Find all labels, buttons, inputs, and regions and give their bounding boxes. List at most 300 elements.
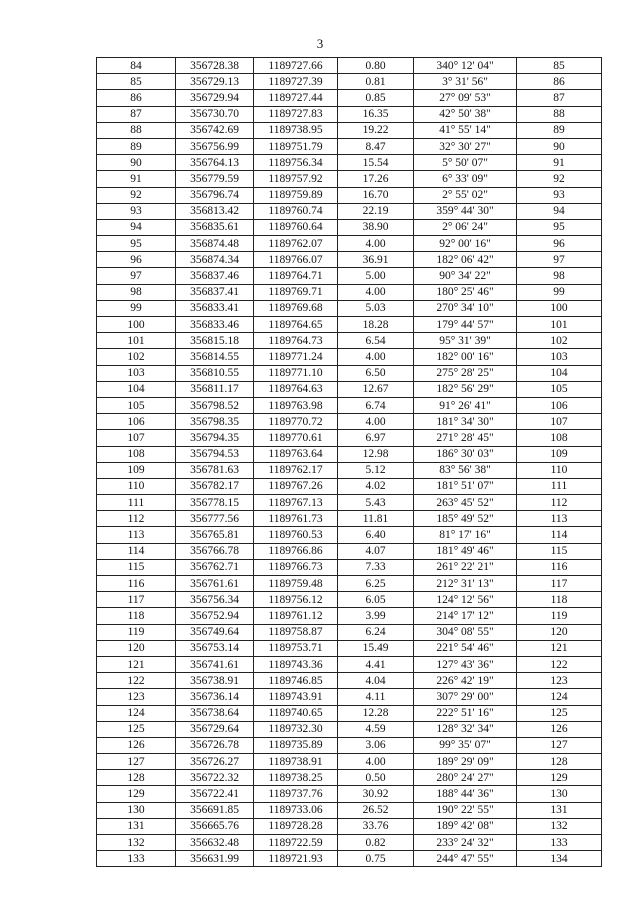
y-coordinate-cell: 1189738.25 (254, 770, 338, 786)
point-number-cell: 130 (97, 802, 176, 818)
y-coordinate-cell: 1189760.74 (254, 203, 338, 219)
direction-angle-cell: 233° 24' 32" (414, 835, 517, 851)
y-coordinate-cell: 1189756.34 (254, 155, 338, 171)
segment-length-cell: 0.81 (338, 74, 414, 90)
next-point-cell: 98 (517, 268, 602, 284)
direction-angle-cell: 271° 28' 45" (414, 430, 517, 446)
point-number-cell: 125 (97, 721, 176, 737)
x-coordinate-cell: 356753.14 (176, 640, 254, 656)
point-number-cell: 109 (97, 462, 176, 478)
direction-angle-cell: 81° 17' 16" (414, 527, 517, 543)
x-coordinate-cell: 356782.17 (176, 478, 254, 494)
point-number-cell: 103 (97, 365, 176, 381)
x-coordinate-cell: 356738.91 (176, 673, 254, 689)
next-point-cell: 92 (517, 171, 602, 187)
segment-length-cell: 11.81 (338, 511, 414, 527)
next-point-cell: 108 (517, 430, 602, 446)
y-coordinate-cell: 1189727.44 (254, 90, 338, 106)
x-coordinate-cell: 356762.71 (176, 559, 254, 575)
table-row (97, 414, 602, 430)
x-coordinate-cell: 356833.46 (176, 317, 254, 333)
point-number-cell: 131 (97, 818, 176, 834)
x-coordinate-cell: 356722.41 (176, 786, 254, 802)
segment-length-cell: 16.35 (338, 106, 414, 122)
y-coordinate-cell: 1189759.89 (254, 187, 338, 203)
next-point-cell: 88 (517, 106, 602, 122)
x-coordinate-cell: 356874.48 (176, 236, 254, 252)
segment-length-cell: 8.47 (338, 138, 414, 154)
x-coordinate-cell: 356726.27 (176, 754, 254, 770)
next-point-cell: 102 (517, 333, 602, 349)
next-point-cell: 103 (517, 349, 602, 365)
table-row (97, 770, 602, 786)
y-coordinate-cell: 1189771.10 (254, 365, 338, 381)
next-point-cell: 99 (517, 284, 602, 300)
table-row (97, 576, 602, 592)
segment-length-cell: 6.74 (338, 397, 414, 413)
point-number-cell: 115 (97, 559, 176, 575)
next-point-cell: 130 (517, 786, 602, 802)
direction-angle-cell: 2° 55' 02" (414, 187, 517, 203)
table-row (97, 592, 602, 608)
x-coordinate-cell: 356730.70 (176, 106, 254, 122)
point-number-cell: 119 (97, 624, 176, 640)
point-number-cell: 104 (97, 381, 176, 397)
y-coordinate-cell: 1189764.71 (254, 268, 338, 284)
x-coordinate-cell: 356833.41 (176, 300, 254, 316)
table-row (97, 106, 602, 122)
segment-length-cell: 12.98 (338, 446, 414, 462)
y-coordinate-cell: 1189767.26 (254, 478, 338, 494)
segment-length-cell: 5.03 (338, 300, 414, 316)
segment-length-cell: 19.22 (338, 122, 414, 138)
y-coordinate-cell: 1189764.63 (254, 381, 338, 397)
direction-angle-cell: 91° 26' 41" (414, 397, 517, 413)
y-coordinate-cell: 1189760.64 (254, 219, 338, 235)
point-number-cell: 116 (97, 576, 176, 592)
next-point-cell: 87 (517, 90, 602, 106)
next-point-cell: 110 (517, 462, 602, 478)
direction-angle-cell: 182° 00' 16" (414, 349, 517, 365)
next-point-cell: 91 (517, 155, 602, 171)
x-coordinate-cell: 356811.17 (176, 381, 254, 397)
direction-angle-cell: 182° 56' 29" (414, 381, 517, 397)
x-coordinate-cell: 356813.42 (176, 203, 254, 219)
direction-angle-cell: 359° 44' 30" (414, 203, 517, 219)
next-point-cell: 115 (517, 543, 602, 559)
next-point-cell: 128 (517, 754, 602, 770)
y-coordinate-cell: 1189721.93 (254, 851, 338, 867)
next-point-cell: 95 (517, 219, 602, 235)
next-point-cell: 85 (517, 58, 602, 74)
segment-length-cell: 16.70 (338, 187, 414, 203)
point-number-cell: 97 (97, 268, 176, 284)
x-coordinate-cell: 356749.64 (176, 624, 254, 640)
direction-angle-cell: 42° 50' 38" (414, 106, 517, 122)
next-point-cell: 132 (517, 818, 602, 834)
table-row (97, 656, 602, 672)
next-point-cell: 121 (517, 640, 602, 656)
point-number-cell: 117 (97, 592, 176, 608)
point-number-cell: 105 (97, 397, 176, 413)
table-row (97, 333, 602, 349)
y-coordinate-cell: 1189756.12 (254, 592, 338, 608)
direction-angle-cell: 221° 54' 46" (414, 640, 517, 656)
point-number-cell: 107 (97, 430, 176, 446)
x-coordinate-cell: 356742.69 (176, 122, 254, 138)
next-point-cell: 94 (517, 203, 602, 219)
direction-angle-cell: 261° 22' 21" (414, 559, 517, 575)
x-coordinate-cell: 356837.41 (176, 284, 254, 300)
direction-angle-cell: 180° 25' 46" (414, 284, 517, 300)
point-number-cell: 113 (97, 527, 176, 543)
table-row (97, 673, 602, 689)
table-row (97, 252, 602, 268)
segment-length-cell: 4.00 (338, 414, 414, 430)
point-number-cell: 106 (97, 414, 176, 430)
segment-length-cell: 5.43 (338, 495, 414, 511)
x-coordinate-cell: 356766.78 (176, 543, 254, 559)
y-coordinate-cell: 1189732.30 (254, 721, 338, 737)
point-number-cell: 85 (97, 74, 176, 90)
next-point-cell: 101 (517, 317, 602, 333)
point-number-cell: 121 (97, 656, 176, 672)
point-number-cell: 88 (97, 122, 176, 138)
x-coordinate-cell: 356765.81 (176, 527, 254, 543)
x-coordinate-cell: 356794.35 (176, 430, 254, 446)
direction-angle-cell: 32° 30' 27" (414, 138, 517, 154)
next-point-cell: 113 (517, 511, 602, 527)
next-point-cell: 109 (517, 446, 602, 462)
next-point-cell: 86 (517, 74, 602, 90)
direction-angle-cell: 181° 34' 30" (414, 414, 517, 430)
point-number-cell: 99 (97, 300, 176, 316)
table-row (97, 737, 602, 753)
x-coordinate-cell: 356722.32 (176, 770, 254, 786)
point-number-cell: 93 (97, 203, 176, 219)
direction-angle-cell: 83° 56' 38" (414, 462, 517, 478)
direction-angle-cell: 263° 45' 52" (414, 495, 517, 511)
y-coordinate-cell: 1189738.95 (254, 122, 338, 138)
direction-angle-cell: 99° 35' 07" (414, 737, 517, 753)
direction-angle-cell: 340° 12' 04" (414, 58, 517, 74)
x-coordinate-cell: 356761.61 (176, 576, 254, 592)
x-coordinate-cell: 356798.35 (176, 414, 254, 430)
x-coordinate-cell: 356729.94 (176, 90, 254, 106)
table-row (97, 268, 602, 284)
table-row (97, 187, 602, 203)
table-row (97, 835, 602, 851)
next-point-cell: 104 (517, 365, 602, 381)
next-point-cell: 107 (517, 414, 602, 430)
segment-length-cell: 3.06 (338, 737, 414, 753)
point-number-cell: 92 (97, 187, 176, 203)
y-coordinate-cell: 1189769.71 (254, 284, 338, 300)
direction-angle-cell: 280° 24' 27" (414, 770, 517, 786)
point-number-cell: 128 (97, 770, 176, 786)
point-number-cell: 123 (97, 689, 176, 705)
next-point-cell: 97 (517, 252, 602, 268)
direction-angle-cell: 186° 30' 03" (414, 446, 517, 462)
direction-angle-cell: 190° 22' 55" (414, 802, 517, 818)
segment-length-cell: 15.54 (338, 155, 414, 171)
y-coordinate-cell: 1189738.91 (254, 754, 338, 770)
next-point-cell: 122 (517, 656, 602, 672)
y-coordinate-cell: 1189728.28 (254, 818, 338, 834)
next-point-cell: 125 (517, 705, 602, 721)
table-row (97, 300, 602, 316)
segment-length-cell: 18.28 (338, 317, 414, 333)
y-coordinate-cell: 1189761.12 (254, 608, 338, 624)
table-row (97, 90, 602, 106)
table-row (97, 381, 602, 397)
segment-length-cell: 26.52 (338, 802, 414, 818)
x-coordinate-cell: 356728.38 (176, 58, 254, 74)
table-row (97, 138, 602, 154)
segment-length-cell: 6.54 (338, 333, 414, 349)
x-coordinate-cell: 356798.52 (176, 397, 254, 413)
x-coordinate-cell: 356778.15 (176, 495, 254, 511)
segment-length-cell: 6.97 (338, 430, 414, 446)
segment-length-cell: 7.33 (338, 559, 414, 575)
x-coordinate-cell: 356741.61 (176, 656, 254, 672)
direction-angle-cell: 214° 17' 12" (414, 608, 517, 624)
coordinates-table (96, 57, 602, 867)
table-row (97, 543, 602, 559)
segment-length-cell: 0.82 (338, 835, 414, 851)
direction-angle-cell: 5° 50' 07" (414, 155, 517, 171)
direction-angle-cell: 3° 31' 56" (414, 74, 517, 90)
next-point-cell: 106 (517, 397, 602, 413)
table-row (97, 462, 602, 478)
next-point-cell: 112 (517, 495, 602, 511)
x-coordinate-cell: 356738.64 (176, 705, 254, 721)
segment-length-cell: 5.00 (338, 268, 414, 284)
x-coordinate-cell: 356874.34 (176, 252, 254, 268)
table-row (97, 754, 602, 770)
direction-angle-cell: 2° 06' 24" (414, 219, 517, 235)
x-coordinate-cell: 356794.53 (176, 446, 254, 462)
x-coordinate-cell: 356796.74 (176, 187, 254, 203)
y-coordinate-cell: 1189770.72 (254, 414, 338, 430)
point-number-cell: 126 (97, 737, 176, 753)
y-coordinate-cell: 1189753.71 (254, 640, 338, 656)
point-number-cell: 132 (97, 835, 176, 851)
point-number-cell: 120 (97, 640, 176, 656)
direction-angle-cell: 27° 09' 53" (414, 90, 517, 106)
table-row (97, 721, 602, 737)
direction-angle-cell: 270° 34' 10" (414, 300, 517, 316)
page-number: 3 (316, 36, 324, 51)
segment-length-cell: 0.50 (338, 770, 414, 786)
next-point-cell: 118 (517, 592, 602, 608)
segment-length-cell: 17.26 (338, 171, 414, 187)
segment-length-cell: 15.49 (338, 640, 414, 656)
segment-length-cell: 4.00 (338, 284, 414, 300)
y-coordinate-cell: 1189766.86 (254, 543, 338, 559)
table-row (97, 851, 602, 867)
x-coordinate-cell: 356665.76 (176, 818, 254, 834)
next-point-cell: 100 (517, 300, 602, 316)
y-coordinate-cell: 1189762.07 (254, 236, 338, 252)
point-number-cell: 84 (97, 58, 176, 74)
table-row (97, 236, 602, 252)
table-row (97, 786, 602, 802)
segment-length-cell: 4.00 (338, 349, 414, 365)
next-point-cell: 116 (517, 559, 602, 575)
table-row (97, 203, 602, 219)
x-coordinate-cell: 356835.61 (176, 219, 254, 235)
next-point-cell: 124 (517, 689, 602, 705)
table-body (97, 58, 602, 867)
table-row (97, 705, 602, 721)
direction-angle-cell: 181° 51' 07" (414, 478, 517, 494)
table-row (97, 559, 602, 575)
table-row (97, 495, 602, 511)
next-point-cell: 105 (517, 381, 602, 397)
segment-length-cell: 0.85 (338, 90, 414, 106)
x-coordinate-cell: 356631.99 (176, 851, 254, 867)
direction-angle-cell: 181° 49' 46" (414, 543, 517, 559)
point-number-cell: 91 (97, 171, 176, 187)
y-coordinate-cell: 1189727.66 (254, 58, 338, 74)
segment-length-cell: 4.11 (338, 689, 414, 705)
direction-angle-cell: 189° 29' 09" (414, 754, 517, 770)
x-coordinate-cell: 356756.34 (176, 592, 254, 608)
x-coordinate-cell: 356815.18 (176, 333, 254, 349)
point-number-cell: 94 (97, 219, 176, 235)
table-row (97, 219, 602, 235)
x-coordinate-cell: 356752.94 (176, 608, 254, 624)
direction-angle-cell: 304° 08' 55" (414, 624, 517, 640)
y-coordinate-cell: 1189758.87 (254, 624, 338, 640)
point-number-cell: 118 (97, 608, 176, 624)
table-row (97, 446, 602, 462)
direction-angle-cell: 188° 44' 36" (414, 786, 517, 802)
table-row (97, 802, 602, 818)
point-number-cell: 101 (97, 333, 176, 349)
direction-angle-cell: 6° 33' 09" (414, 171, 517, 187)
point-number-cell: 129 (97, 786, 176, 802)
table-row (97, 74, 602, 90)
table-row (97, 624, 602, 640)
segment-length-cell: 0.75 (338, 851, 414, 867)
table-row (97, 122, 602, 138)
segment-length-cell: 6.50 (338, 365, 414, 381)
segment-length-cell: 38.90 (338, 219, 414, 235)
table-row (97, 818, 602, 834)
direction-angle-cell: 124° 12' 56" (414, 592, 517, 608)
point-number-cell: 102 (97, 349, 176, 365)
next-point-cell: 120 (517, 624, 602, 640)
y-coordinate-cell: 1189766.07 (254, 252, 338, 268)
point-number-cell: 108 (97, 446, 176, 462)
y-coordinate-cell: 1189763.98 (254, 397, 338, 413)
direction-angle-cell: 222° 51' 16" (414, 705, 517, 721)
segment-length-cell: 6.40 (338, 527, 414, 543)
direction-angle-cell: 127° 43' 36" (414, 656, 517, 672)
x-coordinate-cell: 356729.64 (176, 721, 254, 737)
direction-angle-cell: 307° 29' 00" (414, 689, 517, 705)
table-row (97, 397, 602, 413)
direction-angle-cell: 189° 42' 08" (414, 818, 517, 834)
segment-length-cell: 4.02 (338, 478, 414, 494)
table-row (97, 608, 602, 624)
y-coordinate-cell: 1189757.92 (254, 171, 338, 187)
y-coordinate-cell: 1189746.85 (254, 673, 338, 689)
next-point-cell: 126 (517, 721, 602, 737)
direction-angle-cell: 128° 32' 34" (414, 721, 517, 737)
point-number-cell: 124 (97, 705, 176, 721)
y-coordinate-cell: 1189760.53 (254, 527, 338, 543)
segment-length-cell: 4.41 (338, 656, 414, 672)
next-point-cell: 127 (517, 737, 602, 753)
point-number-cell: 87 (97, 106, 176, 122)
y-coordinate-cell: 1189764.73 (254, 333, 338, 349)
table-row (97, 171, 602, 187)
direction-angle-cell: 226° 42' 19" (414, 673, 517, 689)
x-coordinate-cell: 356736.14 (176, 689, 254, 705)
segment-length-cell: 30.92 (338, 786, 414, 802)
y-coordinate-cell: 1189759.48 (254, 576, 338, 592)
y-coordinate-cell: 1189770.61 (254, 430, 338, 446)
point-number-cell: 89 (97, 138, 176, 154)
segment-length-cell: 4.59 (338, 721, 414, 737)
point-number-cell: 133 (97, 851, 176, 867)
table-row (97, 58, 602, 74)
y-coordinate-cell: 1189769.68 (254, 300, 338, 316)
point-number-cell: 95 (97, 236, 176, 252)
segment-length-cell: 12.67 (338, 381, 414, 397)
direction-angle-cell: 41° 55' 14" (414, 122, 517, 138)
next-point-cell: 123 (517, 673, 602, 689)
point-number-cell: 90 (97, 155, 176, 171)
y-coordinate-cell: 1189771.24 (254, 349, 338, 365)
point-number-cell: 100 (97, 317, 176, 333)
next-point-cell: 133 (517, 835, 602, 851)
table-row (97, 689, 602, 705)
table-row (97, 478, 602, 494)
next-point-cell: 114 (517, 527, 602, 543)
next-point-cell: 96 (517, 236, 602, 252)
table-row (97, 317, 602, 333)
next-point-cell: 111 (517, 478, 602, 494)
direction-angle-cell: 90° 34' 22" (414, 268, 517, 284)
table-row (97, 527, 602, 543)
direction-angle-cell: 275° 28' 25" (414, 365, 517, 381)
y-coordinate-cell: 1189722.59 (254, 835, 338, 851)
point-number-cell: 96 (97, 252, 176, 268)
next-point-cell: 93 (517, 187, 602, 203)
point-number-cell: 110 (97, 478, 176, 494)
y-coordinate-cell: 1189761.73 (254, 511, 338, 527)
y-coordinate-cell: 1189727.39 (254, 74, 338, 90)
y-coordinate-cell: 1189764.65 (254, 317, 338, 333)
segment-length-cell: 0.80 (338, 58, 414, 74)
x-coordinate-cell: 356764.13 (176, 155, 254, 171)
point-number-cell: 86 (97, 90, 176, 106)
direction-angle-cell: 95° 31' 39" (414, 333, 517, 349)
segment-length-cell: 4.07 (338, 543, 414, 559)
next-point-cell: 131 (517, 802, 602, 818)
y-coordinate-cell: 1189727.83 (254, 106, 338, 122)
y-coordinate-cell: 1189735.89 (254, 737, 338, 753)
segment-length-cell: 6.25 (338, 576, 414, 592)
x-coordinate-cell: 356729.13 (176, 74, 254, 90)
x-coordinate-cell: 356779.59 (176, 171, 254, 187)
segment-length-cell: 22.19 (338, 203, 414, 219)
point-number-cell: 114 (97, 543, 176, 559)
